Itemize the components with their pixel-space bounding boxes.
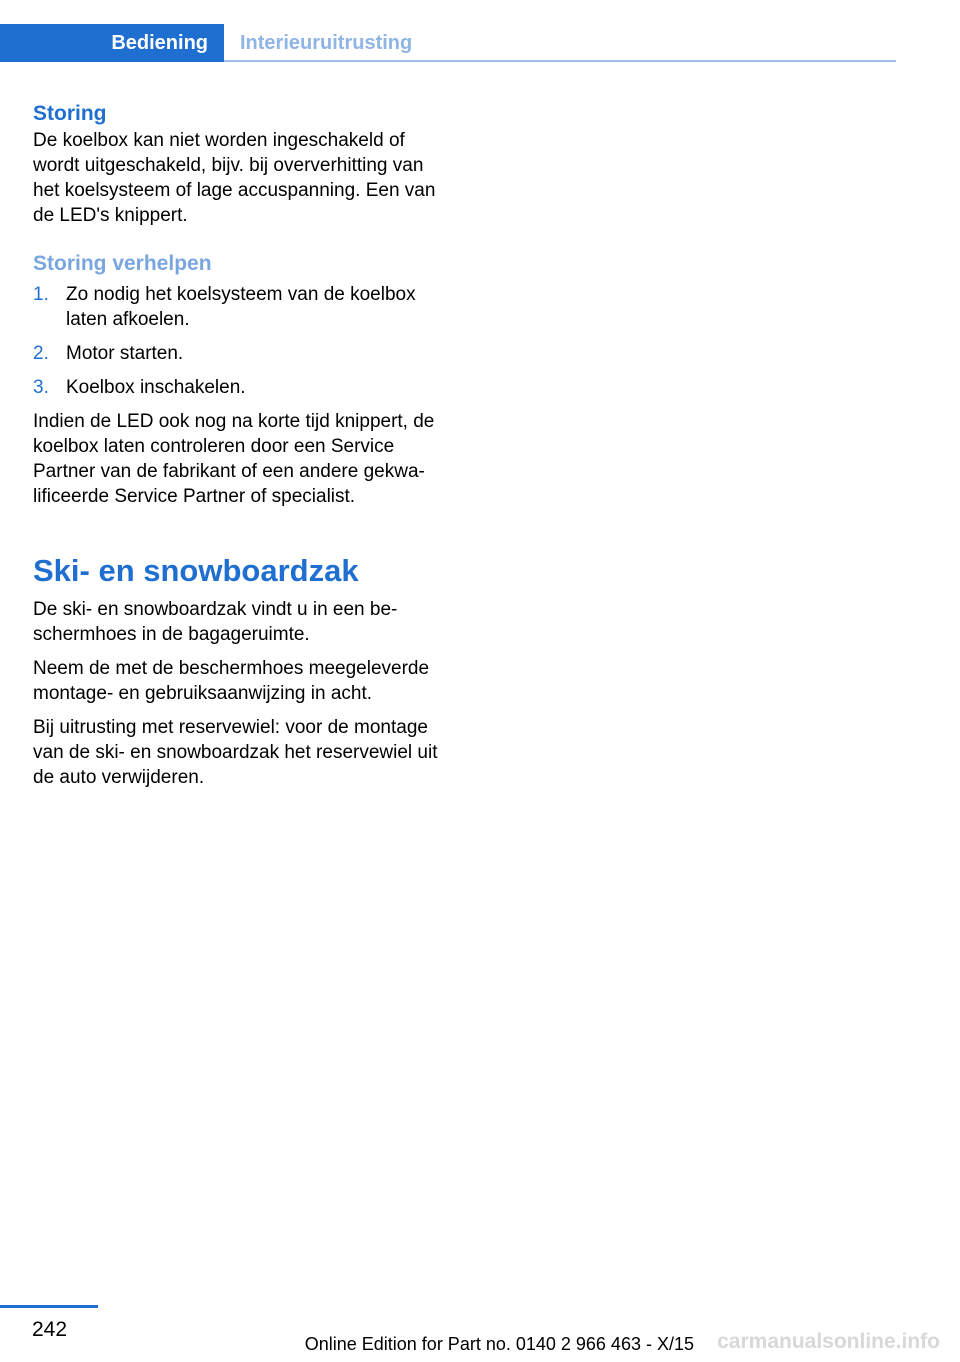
page-number: 242 — [32, 1318, 68, 1341]
paragraph-skizak-2: Neem de met de beschermhoes meegeleverde montage- en gebruiksaanwijzing in acht. — [33, 658, 430, 704]
paragraph-skizak-3: Bij uitrusting met reservewiel: voor de montage van de ski- en snowboardzak het reservewiel uit de auto verwijderen. — [33, 717, 438, 788]
step-text: Zo nodig het koelsysteem van de koelbox laten afkoelen. — [66, 284, 416, 330]
list-item — [33, 282, 453, 332]
paragraph-skizak-1: De ski- en snowboardzak vindt u in een beschermhoes in de bagageruimte. — [33, 599, 398, 645]
watermark: carmanualsonline.info — [717, 1330, 940, 1353]
edition-note: Online Edition for Part no. 0140 2 966 463 - X/15 — [304, 1334, 694, 1354]
step-text: Motor starten. — [66, 343, 184, 364]
page-content — [33, 100, 453, 799]
step-number: 1. — [33, 284, 49, 305]
paragraph-verhelpen: Indien de LED ook nog na korte tijd knippert, de koelbox laten controleren door een Service Partner van de fabrikant of een andere gekwalificeerde Service Partner of specialist. — [33, 411, 435, 507]
step-number: 3. — [33, 377, 49, 398]
paragraph-storing: De koelbox kan niet worden ingeschakeld of wordt uitgeschakeld, bijv. bij oververhitting van het koelsysteem of lage accuspanning. Een van de LED's knippert. — [33, 130, 436, 226]
step-text: Koelbox inschakelen. — [66, 377, 246, 398]
heading-storing-verhelpen: Storing verhelpen — [33, 252, 212, 275]
header-divider — [224, 60, 896, 62]
heading-ski-snowboardzak: Ski- en snowboardzak — [33, 553, 359, 588]
tab-interieuruitrusting[interactable]: Interieuruitrusting — [240, 31, 413, 54]
steps-list — [33, 282, 453, 400]
list-item — [33, 375, 453, 400]
footer-divider — [0, 1305, 98, 1308]
heading-storing: Storing — [33, 102, 107, 125]
list-item — [33, 341, 453, 366]
step-number: 2. — [33, 343, 49, 364]
tab-bediening[interactable]: Bediening — [0, 24, 224, 62]
